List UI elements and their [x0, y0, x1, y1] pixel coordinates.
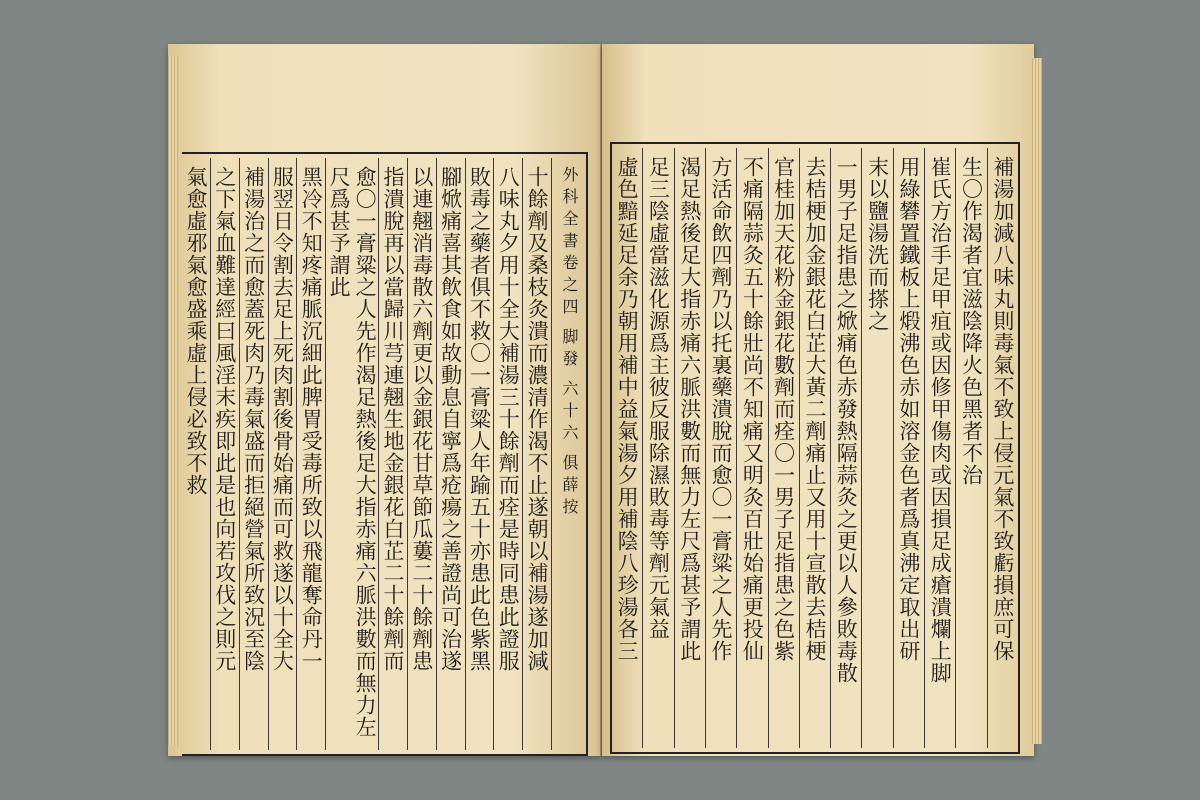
fold-title: 外科全書: [560, 166, 579, 254]
text-column: 末以鹽湯洗而搽之: [861, 148, 892, 748]
text-column: 黑冷不知疼痛脈沉細此脾胃受毒所致以飛龍奪命丹一: [296, 158, 325, 750]
text-column: 足三陰虛當滋化源爲主彼反服除濕敗毒等劑元氣益: [642, 148, 673, 748]
text-column: 方活命飲四劑乃以托裏藥潰脫而愈〇一膏粱之人先作: [705, 148, 736, 748]
text-column: 服翌日令割去足上死肉割後骨始痛而可救遂以十全大: [268, 158, 297, 750]
text-column: 虛色黯延足余乃朝用補中益氣湯夕用補陰八珍湯各三: [615, 156, 640, 662]
text-column: 指潰脫再以當歸川芎連翹生地金銀花白芷二十餘劑而: [378, 158, 407, 750]
fold-source: 俱薛按: [560, 454, 579, 520]
text-column: 去桔梗加金銀花白芷大黃二劑痛止又用十宣散去桔梗: [799, 148, 830, 748]
fold-column: [551, 158, 586, 750]
open-book: [168, 44, 1038, 756]
text-column: 腳焮痛喜其飲食如故動息自寧爲疮瘍之善證尚可治遂: [436, 158, 465, 750]
text-column: 官桂加天花粉金銀花數劑而痊〇一男子足指患之色紫: [768, 148, 799, 748]
left-page-edge: [168, 56, 178, 746]
right-page: [602, 44, 1034, 756]
text-column: 渴足熱後足大指赤痛六脈洪數而無力左尺爲甚予謂此: [674, 148, 705, 748]
text-column: 用綠礬置鐵板上煅沸色赤如溶金色者爲真沸定取出研: [893, 148, 924, 748]
left-page: [168, 44, 601, 756]
right-text-frame: [610, 142, 1020, 754]
text-column: 八味丸夕用十全大補湯三十餘劑而痊是時同患此證服: [493, 158, 522, 750]
text-column: 之下氣血難達經曰風淫末疾即此是也向若攻伐之則元: [210, 158, 239, 750]
text-column: 生〇作渴者宜滋陰降火色黑者不治: [955, 148, 986, 748]
fold-label: 脚發: [560, 328, 579, 372]
text-column: 補湯治之而愈蓋死肉乃毒氣盛而拒絕營氣所致況至陰: [239, 158, 268, 750]
fold-section: 卷之四: [560, 254, 579, 320]
text-column: 敗毒之藥者俱不救〇一膏粱人年踰五十亦患此色紫黑: [465, 158, 494, 750]
text-column: 氣愈虛邪氣愈盛乘虛上侵必致不救: [183, 166, 208, 496]
text-column: 愈〇一膏粱之人先作渴足熱後足大指赤痛六脈洪數而無力左尺爲甚予謂此: [325, 158, 378, 750]
text-column: 十餘劑及桑枝灸潰而濃清作渴不止遂朝以補湯遂加減: [522, 158, 551, 750]
right-columns: [612, 148, 1018, 748]
right-page-edge: [1032, 58, 1042, 744]
text-column: 補湯加減八味丸則毒氣不致上侵元氣不致虧損庶可保: [987, 148, 1018, 748]
left-text-frame: [182, 152, 588, 756]
text-column: 一男子足指患之焮痛色赤發熱隔蒜灸之更以人參敗毒散: [830, 148, 861, 748]
text-column: 以連翹消毒散六劑更以金銀花甘草節瓜蔞二十餘劑患: [407, 158, 436, 750]
text-column: 不痛隔蒜灸五十餘壯尚不知痛又明灸百壯始痛更投仙: [736, 148, 767, 748]
left-columns: [182, 158, 586, 750]
text-column: 崔氏方治手足甲疽或因修甲傷肉或因損足成瘡潰爛上脚: [924, 148, 955, 748]
fold-page-num: 六十六: [560, 380, 579, 446]
